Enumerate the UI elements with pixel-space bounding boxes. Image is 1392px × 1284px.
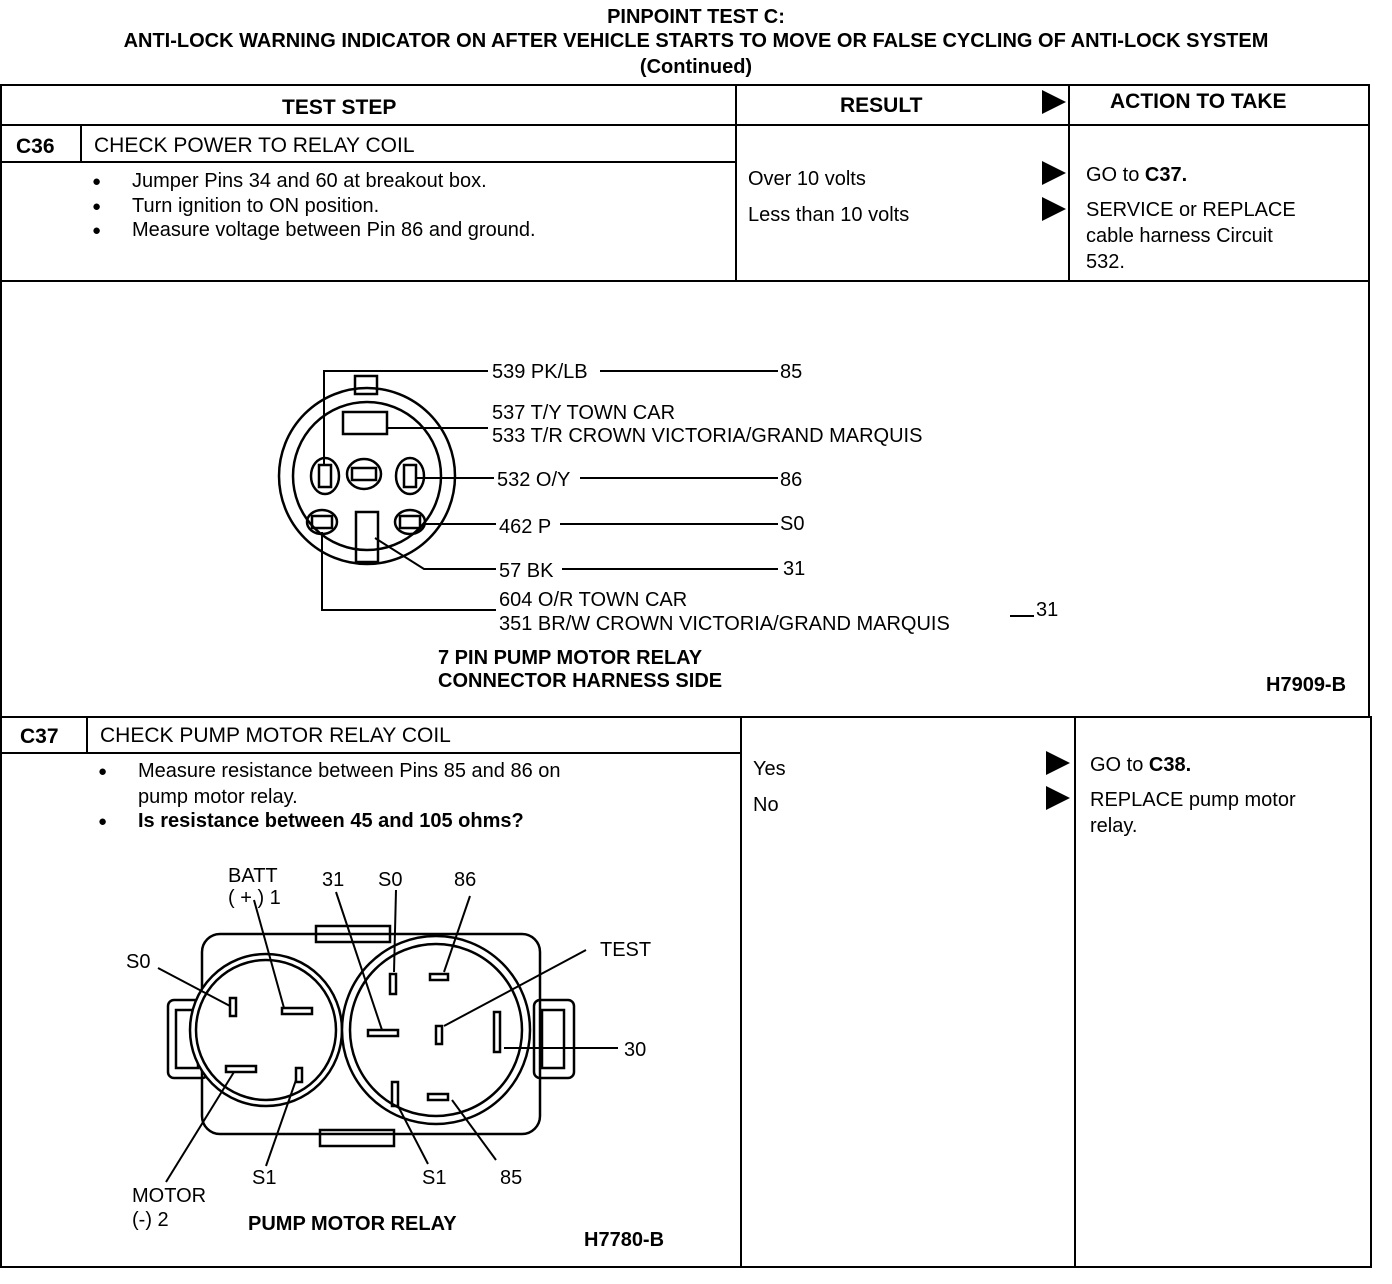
wire-label-462: 462 P xyxy=(499,516,552,538)
label-pin-85: 85 xyxy=(500,1167,523,1189)
c37-step-1-line2: pump motor relay. xyxy=(138,786,298,808)
step-title-c36: CHECK POWER TO RELAY COIL xyxy=(94,134,415,157)
label-pin-s0-top: S0 xyxy=(378,869,403,891)
wire-label-539: 539 PK/LB xyxy=(492,361,588,383)
label-batt: BATT xyxy=(228,865,278,887)
header-line1: PINPOINT TEST C: xyxy=(607,6,785,28)
wire-label-533: 533 T/R CROWN VICTORIA/GRAND MARQUIS xyxy=(492,425,923,447)
c37-action-1 xyxy=(1090,754,1191,777)
wire-label-57: 57 BK xyxy=(499,560,554,582)
wire-label-351: 351 BR/W CROWN VICTORIA/GRAND MARQUIS xyxy=(499,613,950,635)
label-pin-86: 86 xyxy=(454,869,477,891)
c37-result-1: Yes xyxy=(753,758,786,780)
arrow-icon xyxy=(1042,90,1066,114)
c36-step-2: ● Turn ignition to ON position. xyxy=(132,195,379,218)
c36-action-2-line1: SERVICE or REPLACE xyxy=(1086,199,1296,221)
c36-step-1: ● Jumper Pins 34 and 60 at breakout box. xyxy=(132,170,487,193)
c36-result-2: Less than 10 volts xyxy=(748,204,910,226)
action-text: GO to xyxy=(1086,164,1145,186)
label-motor: MOTOR xyxy=(132,1185,207,1207)
header-line2: ANTI-LOCK WARNING INDICATOR ON AFTER VEHICLE STARTS TO MOVE OR FALSE CYCLING OF ANTI-LOCK SYSTEM xyxy=(123,30,1269,52)
arrow-icon xyxy=(1046,786,1070,810)
action-target-link[interactable]: C38. xyxy=(1148,754,1192,776)
step-id-c37: C37 xyxy=(20,725,59,748)
label-pin-s1-b: S1 xyxy=(422,1167,447,1189)
c37-action-2-line1: REPLACE pump motor xyxy=(1090,789,1296,811)
label-pin-30: 30 xyxy=(624,1039,647,1061)
c37-action-2-line2: relay. xyxy=(1090,815,1138,837)
wire-label-604: 604 O/R TOWN CAR xyxy=(499,589,688,611)
c37-step-2: ● Is resistance between 45 and 105 ohms? xyxy=(138,810,524,833)
col-header-test-step: TEST STEP xyxy=(282,96,397,119)
c37-step-1-line1: ● Measure resistance between Pins 85 and 86 on xyxy=(138,760,561,783)
c36-result-1: Over 10 volts xyxy=(748,168,866,190)
connector-diagram-7pin xyxy=(0,282,1368,714)
pin-label-31: 31 xyxy=(783,558,806,580)
action-text: GO to xyxy=(1090,754,1149,776)
step-id-c36: C36 xyxy=(16,135,55,158)
col-header-action: ACTION TO TAKE xyxy=(1110,90,1287,113)
label-pin-31: 31 xyxy=(322,869,345,891)
pin-label-31b: 31 xyxy=(1036,599,1059,621)
diagram1-caption-line2: CONNECTOR HARNESS SIDE xyxy=(438,670,723,692)
arrow-icon xyxy=(1042,161,1066,185)
step-title-c37: CHECK PUMP MOTOR RELAY COIL xyxy=(100,724,451,747)
arrow-icon xyxy=(1046,751,1070,775)
diagram1-caption-line1: 7 PIN PUMP MOTOR RELAY xyxy=(438,647,703,669)
diagram1-ref: H7909-B xyxy=(1266,674,1347,696)
pin-label-86: 86 xyxy=(780,469,803,491)
pin-label-s0: S0 xyxy=(780,513,805,535)
wire-label-537: 537 T/Y TOWN CAR xyxy=(492,402,676,424)
c36-action-2-line2: cable harness Circuit xyxy=(1086,225,1273,247)
diagram2-caption: PUMP MOTOR RELAY xyxy=(248,1213,457,1235)
label-motor-pin: (-) 2 xyxy=(132,1209,169,1231)
label-pin-s1-a: S1 xyxy=(252,1167,277,1189)
c36-action-1 xyxy=(1086,164,1187,187)
col-header-result: RESULT xyxy=(840,94,923,117)
label-batt-pin: ( + ) 1 xyxy=(228,887,281,909)
c36-step-3: ● Measure voltage between Pin 86 and ground. xyxy=(132,219,536,242)
diagram2-ref: H7780-B xyxy=(584,1229,665,1251)
label-pin-s0-left: S0 xyxy=(126,951,151,973)
wire-label-532: 532 O/Y xyxy=(497,469,571,491)
arrow-icon xyxy=(1042,197,1066,221)
c37-result-2: No xyxy=(753,794,779,816)
label-test: TEST xyxy=(600,939,652,961)
c36-action-2-line3: 532. xyxy=(1086,251,1125,273)
pump-motor-relay-diagram xyxy=(0,840,738,1264)
pin-label-85: 85 xyxy=(780,361,803,383)
action-target-link[interactable]: C37. xyxy=(1144,164,1188,186)
header-line3: (Continued) xyxy=(639,56,753,78)
